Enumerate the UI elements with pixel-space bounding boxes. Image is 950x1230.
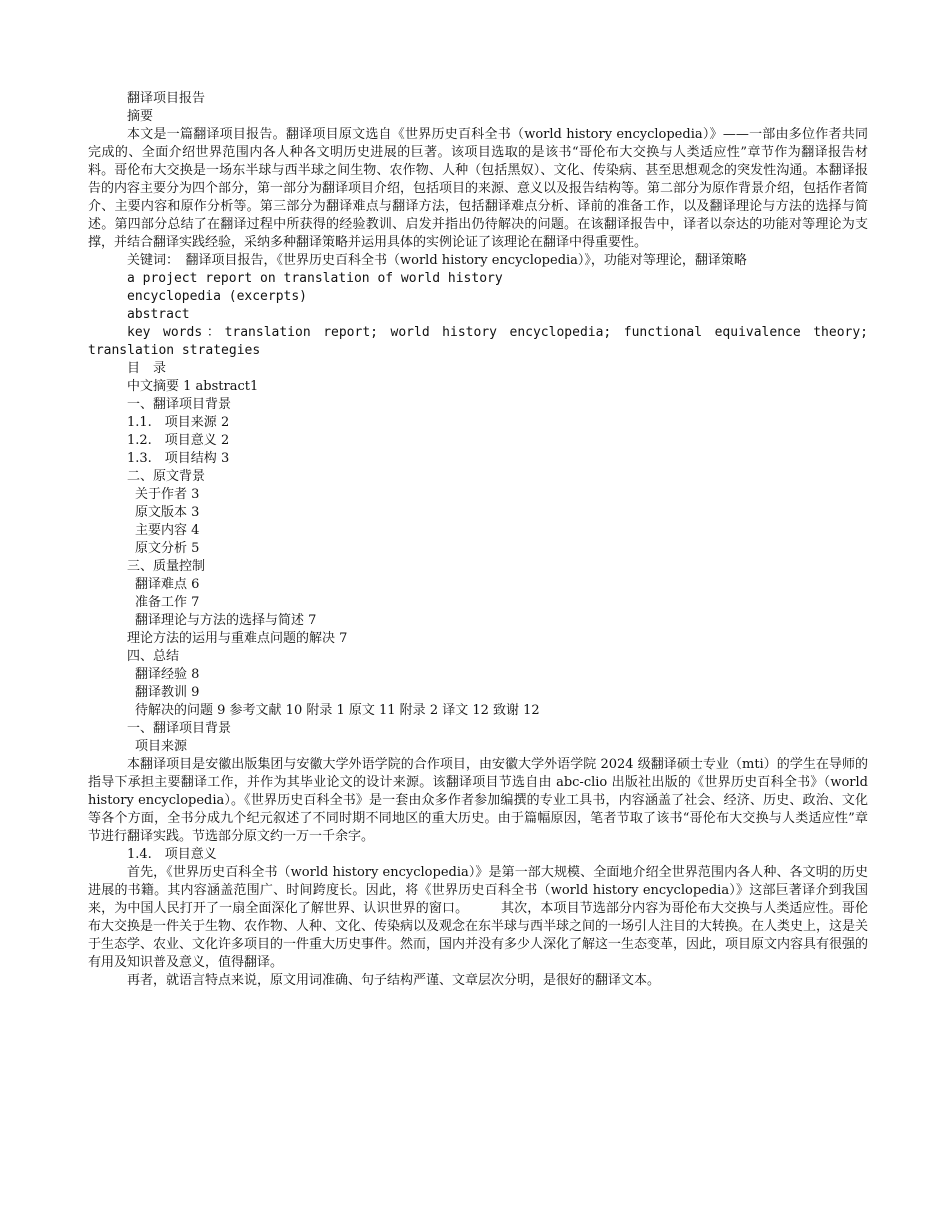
english-abstract-heading: abstract: [127, 307, 190, 322]
document-page: [88, 90, 868, 990]
keywords-cn: 关键词： 翻译项目报告，《世界历史百科全书（world history encyclopedia）》，功能对等理论，翻译策略: [127, 253, 747, 268]
toc-item: 1.3. 项目结构 3: [127, 451, 230, 466]
english-title-line-2: encyclopedia (excerpts): [127, 289, 308, 304]
report-title: 翻译项目报告: [127, 91, 206, 106]
toc-item: 主要内容 4: [135, 523, 200, 538]
toc-item: 翻译理论与方法的选择与简述 7: [135, 613, 317, 628]
toc-item: 原文版本 3: [135, 505, 200, 520]
toc-item: 理论方法的运用与重难点问题的解决 7: [127, 631, 348, 646]
language-paragraph: 再者，就语言特点来说，原文用词准确、句子结构严谨、文章层次分明，是很好的翻译文本。: [127, 973, 661, 988]
toc-item: 翻译教训 9: [135, 685, 200, 700]
toc-item: 一、翻译项目背景: [127, 397, 232, 412]
english-title-line-1: a project report on translation of world history: [127, 271, 503, 286]
toc-item: 准备工作 7: [135, 595, 200, 610]
english-keywords: key words：translation report; world history encyclopedia; functional equivalence theory; translation strategies: [88, 325, 868, 358]
significance-paragraph: 首先，《世界历史百科全书（world history encyclopedia）》是第一部大规模、全面地介绍全世界范围内各人种、各文明的历史进展的书籍。其内容涵盖范围广、时间跨度长。因此，将《世界历史百科全书（world history encyclopedia）》这部巨著译介到我国来，为中国人民打开了一扇全面深化了解世界、认识世界的窗口。 其次，本项目节选部分内容为哥伦布大交换与人类适应性。哥伦布大交换是一件关于生物、农作物、人种、文化、传染病以及观念在东半球与西半球之间的一场引人注目的大转换。在人类史上，这是关于生态学、农业、文化许多项目的一件重大历史事件。然而，国内并没有多少人深化了解这一生态变革，因此，项目原文内容具有很强的有用及知识普及意义，值得翻译。: [88, 865, 869, 970]
section-heading: 一、翻译项目背景: [127, 721, 232, 736]
subsection-heading: 1.4. 项目意义: [127, 847, 217, 862]
toc-item: 翻译难点 6: [135, 577, 200, 592]
toc-item: 1.2. 项目意义 2: [127, 433, 230, 448]
toc-item: 三、质量控制: [127, 559, 206, 574]
abstract-heading: 摘要: [127, 109, 154, 124]
toc-heading: 目 录: [127, 361, 167, 376]
source-paragraph: 本翻译项目是安徽出版集团与安徽大学外语学院的合作项目，由安徽大学外语学院 2024 级翻译硕士专业（mti）的学生在导师的指导下承担主要翻译工作，并作为其毕业论文的设计来源。该翻译项目节选自由 abc-clio 出版社出版的《世界历史百科全书》（world history encyclopedia）。《世界历史百科全书》是一套由众多作者参加编撰的专业工具书，内容涵盖了社会、经济、历史、政治、文化等各个方面，全书分成九个纪元叙述了不同时期不同地区的重大历史。由于篇幅原因，笔者节取了该书“哥伦布大交换与人类适应性”章节进行翻译实践。节选部分原文约一万一千余字。: [88, 757, 868, 844]
toc-item: 翻译经验 8: [135, 667, 200, 682]
toc-item: 中文摘要 1 abstract1: [127, 379, 259, 394]
abstract-paragraph: 本文是一篇翻译项目报告。翻译项目原文选自《世界历史百科全书（world history encyclopedia）》——一部由多位作者共同完成的、全面介绍世界范围内各人种各文明历史进展的巨著。该项目选取的是该书“哥伦布大交换与人类适应性”章节作为翻译报告材料。哥伦布大交换是一场东半球与西半球之间生物、农作物、人种（包括黑奴）、文化、传染病、甚至思想观念的突发性沟通。本翻译报告的内容主要分为四个部分，第一部分为翻译项目介绍，包括项目的来源、意义以及报告结构等。第二部分为原作背景介绍，包括作者简介、主要内容和原作分析等。第三部分为翻译难点与翻译方法，包括翻译难点分析、译前的准备工作，以及翻译理论与方法的选择与简述。第四部分总结了在翻译过程中所获得的经验教训、启发并指出仍待解决的问题。在该翻译报告中，译者以奈达的功能对等理论为支撑，并结合翻译实践经验，采纳多种翻译策略并运用具体的实例论证了该理论在翻译中得重要性。: [88, 127, 869, 250]
table-of-contents: [88, 378, 868, 720]
subsection-heading: 项目来源: [135, 739, 188, 754]
toc-item: 关于作者 3: [135, 487, 200, 502]
toc-item: 1.1. 项目来源 2: [127, 415, 230, 430]
toc-item: 原文分析 5: [135, 541, 200, 556]
toc-item: 待解决的问题 9 参考文献 10 附录 1 原文 11 附录 2 译文 12 致谢 12: [135, 703, 540, 718]
toc-item: 二、原文背景: [127, 469, 206, 484]
toc-item: 四、总结: [127, 649, 180, 664]
